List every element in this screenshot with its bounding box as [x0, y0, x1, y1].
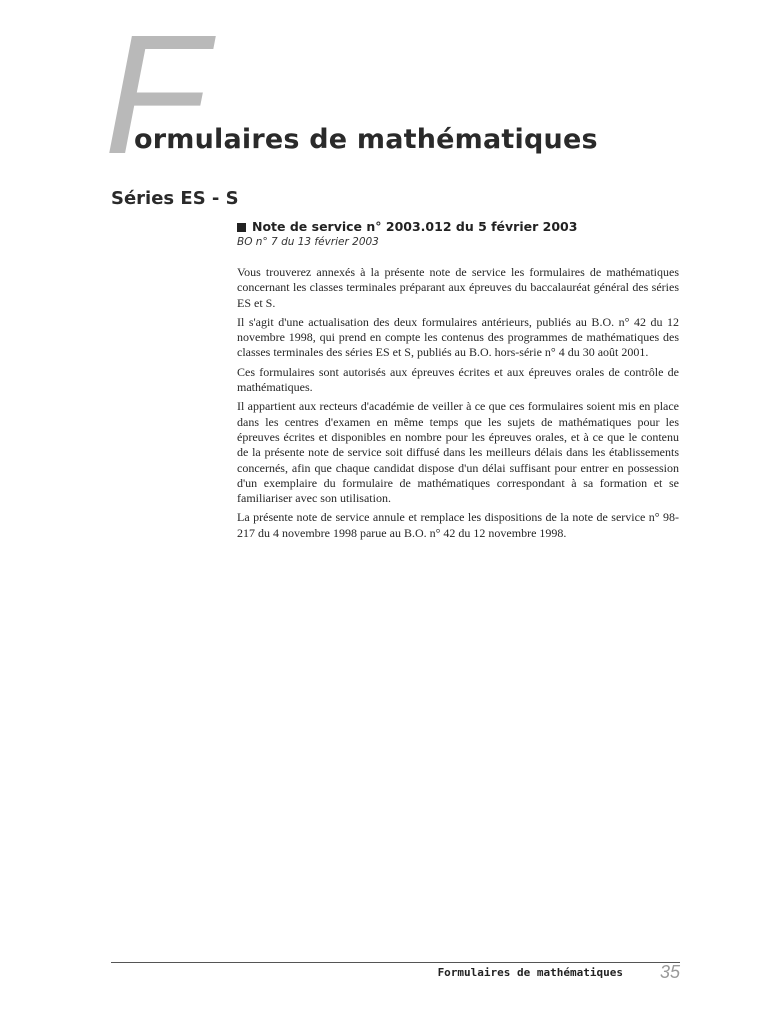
body-text	[237, 265, 679, 545]
body-paragraph-1: Vous trouverez annexés à la présente note de service les formulaires de mathématiques concernant les classes terminales préparant aux épreuves du baccalauréat général des séries ES et S.	[237, 265, 679, 310]
page-number: 35	[659, 962, 680, 982]
square-bullet-icon	[237, 223, 246, 232]
footer-title: Formulaires de mathématiques	[437, 966, 623, 979]
page-title: ormulaires de mathématiques	[134, 124, 598, 155]
note-reference: BO n° 7 du 13 février 2003	[237, 236, 379, 248]
title-initial-letter: F	[104, 0, 208, 190]
note-title: Note de service n° 2003.012 du 5 février 2003	[252, 219, 578, 234]
note-header	[237, 219, 679, 249]
footer-divider	[111, 962, 680, 963]
note-title-line	[237, 219, 679, 235]
body-paragraph-5: La présente note de service annule et remplace les dispositions de la note de service n° 98-217 du 4 novembre 1998 parue au B.O. n° 42 du 12 novembre 1998.	[237, 510, 679, 540]
body-paragraph-2: Il s'agit d'une actualisation des deux formulaires antérieurs, publiés au B.O. n° 42 du 12 novembre 1998, qui prend en compte les contenus des programmes de mathématiques des classes terminales des séries ES et S, publiés au B.O. hors-série n° 4 du 30 août 2001.	[237, 314, 679, 360]
series-heading: Séries ES - S	[111, 188, 239, 209]
body-paragraph-3: Ces formulaires sont autorisés aux épreuves écrites et aux épreuves orales de contrôle de mathématiques.	[237, 364, 679, 395]
body-paragraph-4: Il appartient aux recteurs d'académie de veiller à ce que ces formulaires soient mis en place dans les centres d'examen en même temps que les sujets de mathématiques pour les épreuves écrites et disponibles en nombre pour les épreuves orales, et à ce que le contenu de la présente note de service soit diffusé dans les meilleurs délais dans les établissements concernés, afin que chaque candidat dispose d'un délai suffisant pour entrer en possession d'un exemplaire du formulaire de mathématiques correspondant à sa formation et se familiariser avec son utilisation.	[237, 399, 679, 506]
